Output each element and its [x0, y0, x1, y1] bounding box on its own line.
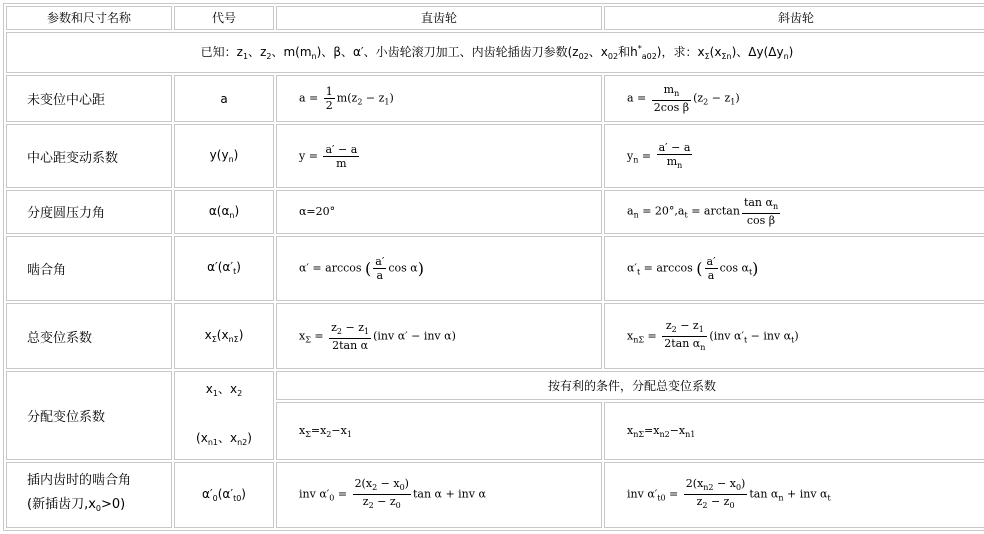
center-shift-helical-formula: $y_n$ = $\frac{a' - a}{m_n}$ [604, 124, 984, 188]
row-insert-mesh-angle [6, 462, 984, 528]
center-distance-code: a [174, 75, 274, 122]
insert-mesh-angle-code: $\alpha'_0(\alpha'_{t0})$ [174, 462, 274, 528]
pressure-angle-helical-formula: $a_n = 20^\circ,a_t = \arctan$ $\frac{\tan \alpha_n}{\text{cos β}}$ [604, 190, 984, 233]
center-shift-spur-formula: y = $\frac{a' - a}{m}$ [276, 124, 602, 188]
distribution-helical-formula: $x_{n\Sigma}=x_{n2}-x_{n1}$ [604, 402, 984, 460]
header-helical-gear: 斜齿轮 [604, 6, 984, 30]
total-shift-helical-formula: $x_{n\Sigma}$ = $\frac{z_2 - z_1}{2\tan \alpha_n}$ (inv $\alpha'_t$ − inv $\alpha_t$) [604, 303, 984, 369]
mesh-angle-label: 啮合角 [6, 236, 172, 302]
total-shift-spur-formula: $x_\Sigma$ = $\frac{z_2 - z_1}{\text{2tan α}}$ (inv α′ − inv α) [276, 303, 602, 369]
known-conditions: 已知：$z_1$、$z_2$、$m(m_n)$、β、α′、小齿轮滚刀加工、内齿轮插齿刀参数($z_{02}$、$x_{02}$和$h^*_{a02}$)，求：$x_\Sigma(x_{\Sigma n})$、$\Delta y(\Delta y_n)$ [6, 32, 984, 73]
header-code: 代号 [174, 6, 274, 30]
center-distance-spur-formula: a = $\frac{1}{2}$ $m(z_2 - z_1)$ [276, 75, 602, 122]
insert-mesh-angle-helical-formula: inv $\alpha'_{t0}$ = $\frac{2(x_{n2} - x_0)}{z_2 - z_0}$ $\tan \alpha_n$ + inv $\alpha_t$ [604, 462, 984, 528]
header-row [6, 6, 984, 30]
total-shift-code: $x_\Sigma(x_{n\Sigma})$ [174, 303, 274, 369]
mesh-angle-helical-formula: $\alpha'_t = \arccos$ ( $\frac{a'}{a}$ $\cos \alpha_t$) [604, 236, 984, 302]
header-spur-gear: 直齿轮 [276, 6, 602, 30]
gear-parameter-table [3, 3, 984, 531]
insert-mesh-angle-label: 插内齿时的啮合角 (新插齿刀$,x_0>0$) [6, 462, 172, 528]
row-mesh-angle [6, 236, 984, 302]
row-center-distance [6, 75, 984, 122]
mesh-angle-code: $\alpha'(\alpha'_t)$ [174, 236, 274, 302]
row-distribution-note [6, 371, 984, 400]
pressure-angle-code: $\alpha(\alpha_n)$ [174, 190, 274, 233]
center-shift-label: 中心距变动系数 [6, 124, 172, 188]
row-pressure-angle [6, 190, 984, 233]
insert-mesh-angle-spur-formula: inv $\alpha'_0$ = $\frac{2(x_2 - x_0)}{z_2 - z_0}$ tan α + inv α [276, 462, 602, 528]
total-shift-label: 总变位系数 [6, 303, 172, 369]
pressure-angle-label: 分度圆压力角 [6, 190, 172, 233]
known-row [6, 32, 984, 73]
row-center-shift [6, 124, 984, 188]
center-shift-code: $y(y_n)$ [174, 124, 274, 188]
distribution-spur-formula: $x_\Sigma=x_2-x_1$ [276, 402, 602, 460]
header-param-name: 参数和尺寸名称 [6, 6, 172, 30]
distribution-note: 按有利的条件，分配总变位系数 [276, 371, 984, 400]
center-distance-label: 未变位中心距 [6, 75, 172, 122]
distribution-code: $x_1$、$x_2$ ($x_{n1}$、$x_{n2}$) [174, 371, 274, 460]
pressure-angle-spur-formula: α=20° [276, 190, 602, 233]
center-distance-helical-formula: a = $\frac{m_n}{\text{2cos β}}$ $(z_2 - z_1)$ [604, 75, 984, 122]
row-total-shift [6, 303, 984, 369]
distribution-label: 分配变位系数 [6, 371, 172, 460]
mesh-angle-spur-formula: α′ = arccos ( $\frac{a'}{a}$ cos α) [276, 236, 602, 302]
